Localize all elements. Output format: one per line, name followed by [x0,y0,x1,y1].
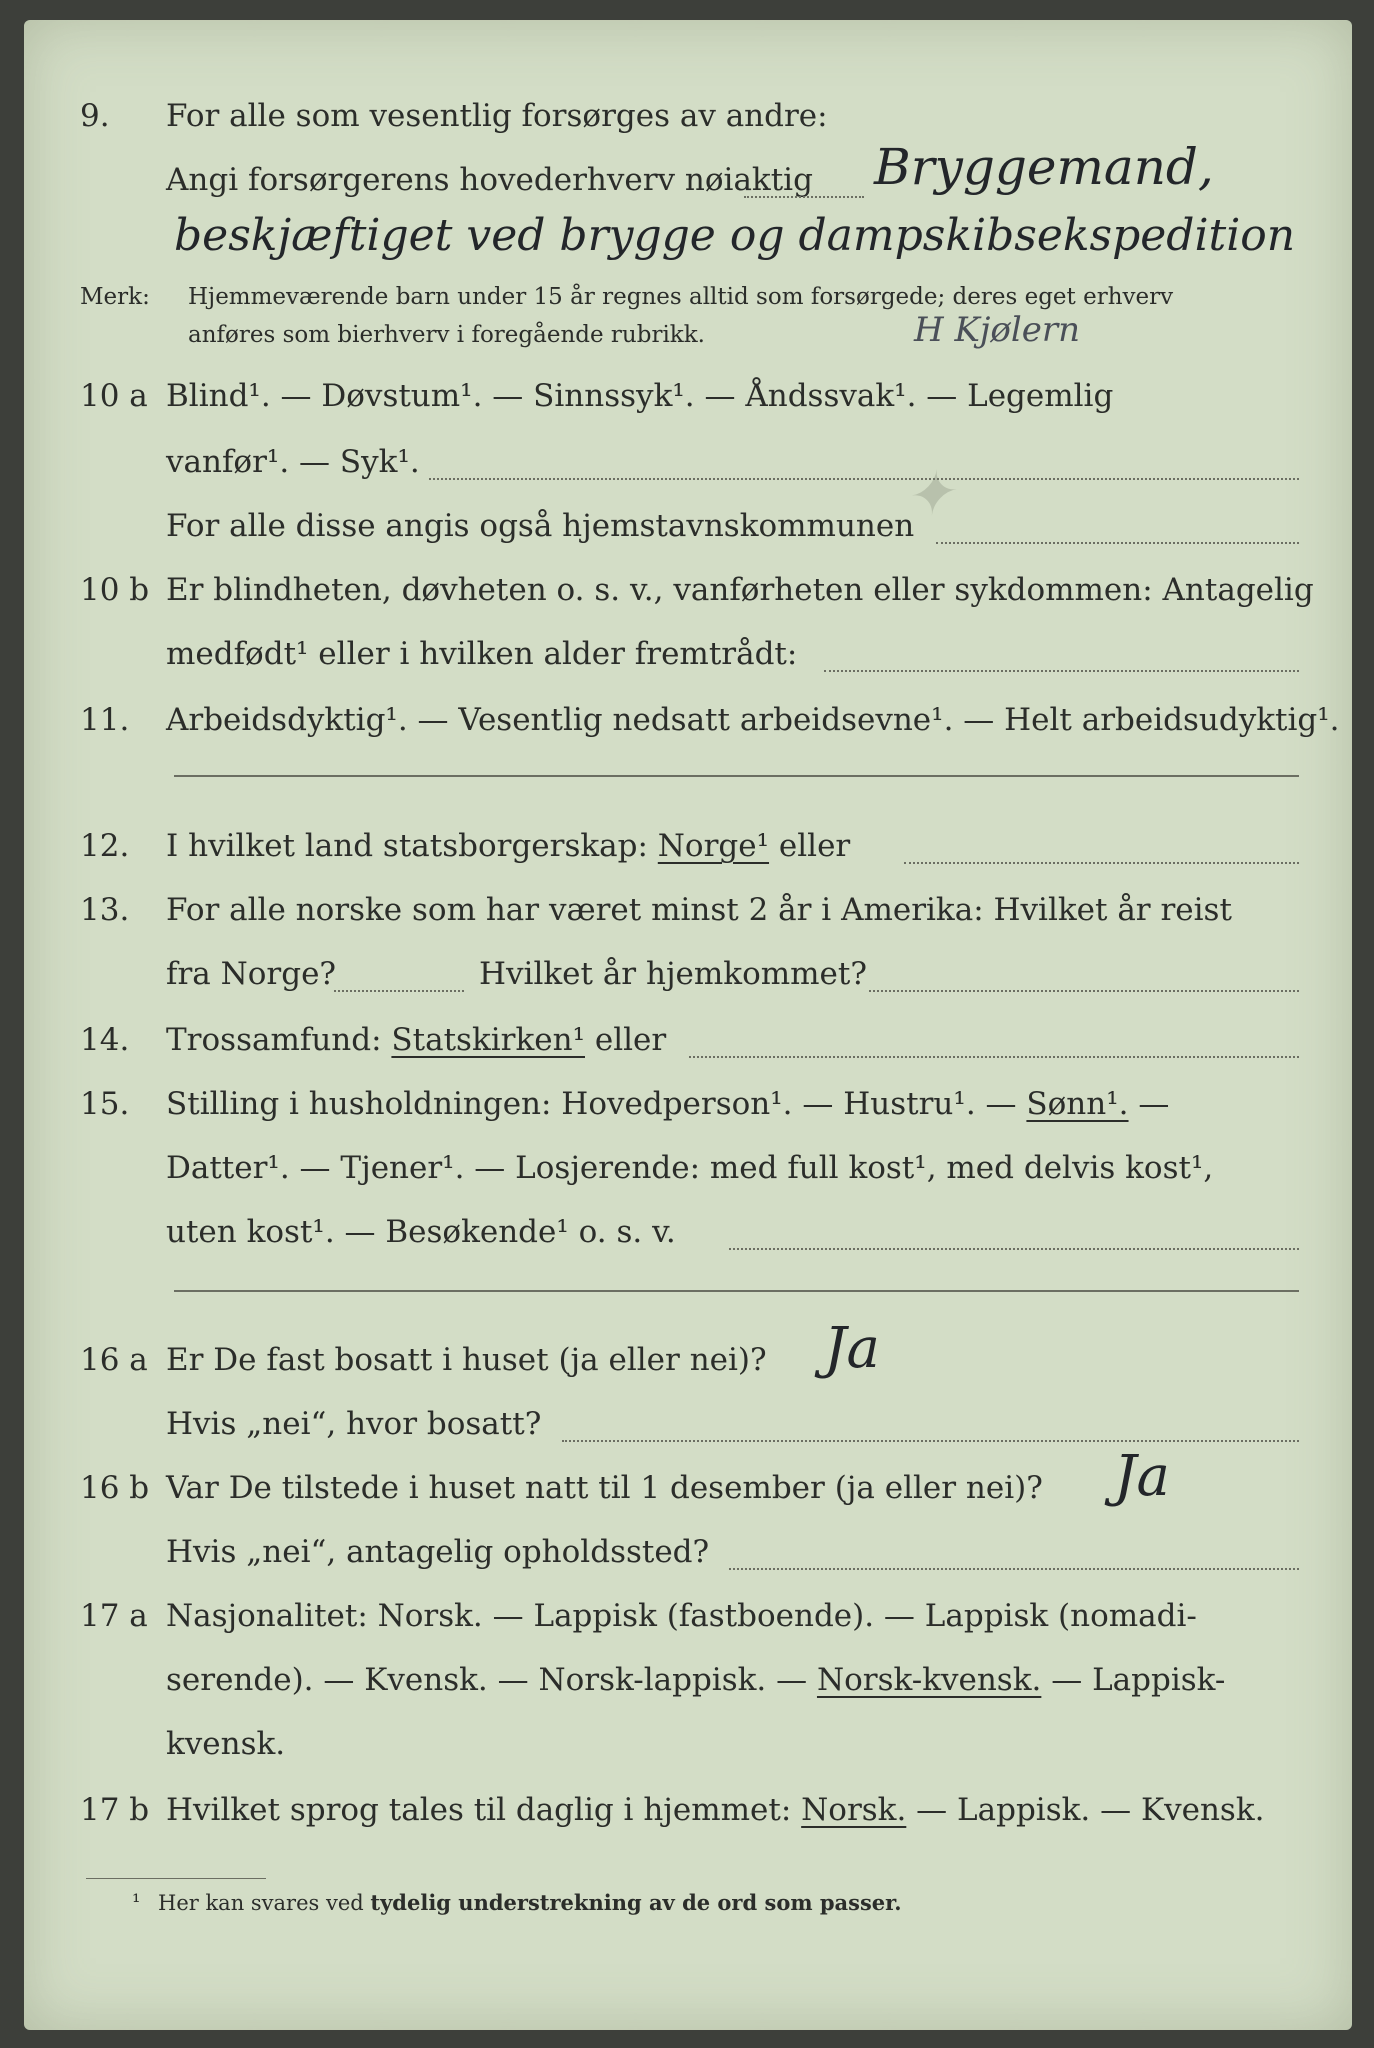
q13-number: 13. [80,892,130,928]
q17a-number: 17 a [80,1598,148,1634]
q17a-norsk-kvensk-underlined: Norsk-kvensk. [816,1662,1042,1698]
q11-answer-line [174,775,1299,777]
q15-sonn-underlined: Sønn¹. [1026,1086,1129,1122]
q17a-text-1: Nasjonalitet: Norsk. — Lappisk (fastboende). — Lappisk (nomadi- [166,1598,1197,1634]
q10a-number: 10 a [80,378,148,414]
q15-text-2: Datter¹. — Tjener¹. — Losjerende: med full kost¹, med delvis kost¹, [166,1150,1214,1186]
q9-text-1: For alle som vesentlig forsørges av andre: [166,98,828,134]
q15-number: 15. [80,1086,130,1122]
q17a-text-2 [166,1662,1225,1698]
q11-number: 11. [80,702,130,738]
enumerator-signature: H Kjølern [914,310,1081,350]
q10b-text-1: Er blindheten, døvheten o. s. v., vanførheten eller sykdommen: Antagelig [166,572,1314,608]
q15-answer-line [174,1290,1299,1292]
q10a-fill-line-1 [429,472,1299,480]
q13-fill-line-1 [334,984,464,992]
q14-fill-line [689,1050,1299,1058]
q13-text-2a: fra Norge? [166,956,337,992]
q13-fill-line-2 [869,984,1299,992]
q17b-suffix: — Lappisk. — Kvensk. [916,1792,1265,1828]
q14-text [166,1022,666,1058]
q12-norge-underlined: Norge¹ [657,828,770,864]
q10a-text-1: Blind¹. — Døvstum¹. — Sinnssyk¹. — Åndssvak¹. — Legemlig [166,378,1114,414]
q10b-number: 10 b [80,572,150,608]
q12-prefix: I hvilket land statsborgerskap: [166,828,648,864]
q17a-text-3: kvensk. [166,1726,286,1762]
q16b-number: 16 b [80,1470,150,1506]
q12-fill-line [904,856,1299,864]
q15-fill-line [729,1242,1299,1250]
q16b-answer-handwriting: Ja [1114,1444,1170,1509]
q17b-norsk-underlined: Norsk. [801,1792,907,1828]
q10a-text-2: vanfør¹. — Syk¹. [166,444,420,480]
q16b-text-1: Var De tilstede i huset natt til 1 desember (ja eller nei)? [166,1470,1043,1506]
faint-stamp-mark: ✦ [899,456,959,534]
q12-text [166,828,850,864]
q15-suffix: — [1138,1086,1170,1122]
merk-text-2: anføres som bierhverv i foregående rubrikk. [188,322,705,348]
q17a-suffix: — Lappisk- [1051,1662,1226,1698]
q10b-text-2: medfødt¹ eller i hvilken alder fremtrådt: [166,636,798,672]
footnote-mark: ¹ [132,1890,141,1914]
q16b-fill-line [729,1562,1299,1570]
q17a-prefix: serende). — Kvensk. — Norsk-lappisk. — [166,1662,808,1698]
merk-label: Merk: [80,284,150,310]
footnote-rule [86,1878,266,1879]
q16a-text-2: Hvis „nei“, hvor bosatt? [166,1406,542,1442]
q10b-fill-line [824,664,1299,672]
q17b-number: 17 b [80,1792,150,1828]
q9-number: 9. [80,98,110,134]
q17b-text [166,1792,1264,1828]
q11-text: Arbeidsdyktig¹. — Vesentlig nedsatt arbeidsevne¹. — Helt arbeidsudyktig¹. [166,702,1340,738]
merk-text-1: Hjemmeværende barn under 15 år regnes alltid som forsørgede; deres eget erhverv [188,284,1174,310]
q12-suffix: eller [778,828,851,864]
q15-prefix: Stilling i husholdningen: Hovedperson¹. — Hustru¹. — [166,1086,1017,1122]
q9-answer-handwriting-1: Bryggemand, [874,138,1214,196]
q16a-text-1: Er De fast bosatt i huset (ja eller nei)? [166,1342,767,1378]
q16a-fill-line [562,1434,1299,1442]
q15-text-3: uten kost¹. — Besøkende¹ o. s. v. [166,1214,676,1250]
q16a-number: 16 a [80,1342,148,1378]
footnote-text [158,1890,902,1915]
q9-answer-handwriting-2: beskjæftiget ved brygge og dampskibsekspedition [174,210,1296,261]
q10a-fill-line-2 [936,536,1299,544]
footnote-bold: tydelig understrekning av de ord som passer. [370,1890,902,1915]
q14-suffix: eller [594,1022,667,1058]
census-form-page [24,20,1352,2030]
q9-text-2: Angi forsørgerens hovederhverv nøiaktig [166,162,813,198]
q14-statskirken-underlined: Statskirken¹ [391,1022,585,1058]
q16b-text-2: Hvis „nei“, antagelig opholdssted? [166,1534,710,1570]
q15-text-1 [166,1086,1169,1122]
q9-fill-line [744,190,864,198]
q13-text-2b: Hvilket år hjemkommet? [479,956,867,992]
q14-prefix: Trossamfund: [166,1022,382,1058]
q12-number: 12. [80,828,130,864]
q13-text-1: For alle norske som har været minst 2 år i Amerika: Hvilket år reist [166,892,1232,928]
q10a-text-3: For alle disse angis også hjemstavnskommunen [166,508,915,544]
q16a-answer-handwriting: Ja [824,1316,880,1381]
footnote-plain: Her kan svares ved [158,1891,364,1915]
q14-number: 14. [80,1022,130,1058]
q17b-prefix: Hvilket sprog tales til daglig i hjemmet: [166,1792,792,1828]
